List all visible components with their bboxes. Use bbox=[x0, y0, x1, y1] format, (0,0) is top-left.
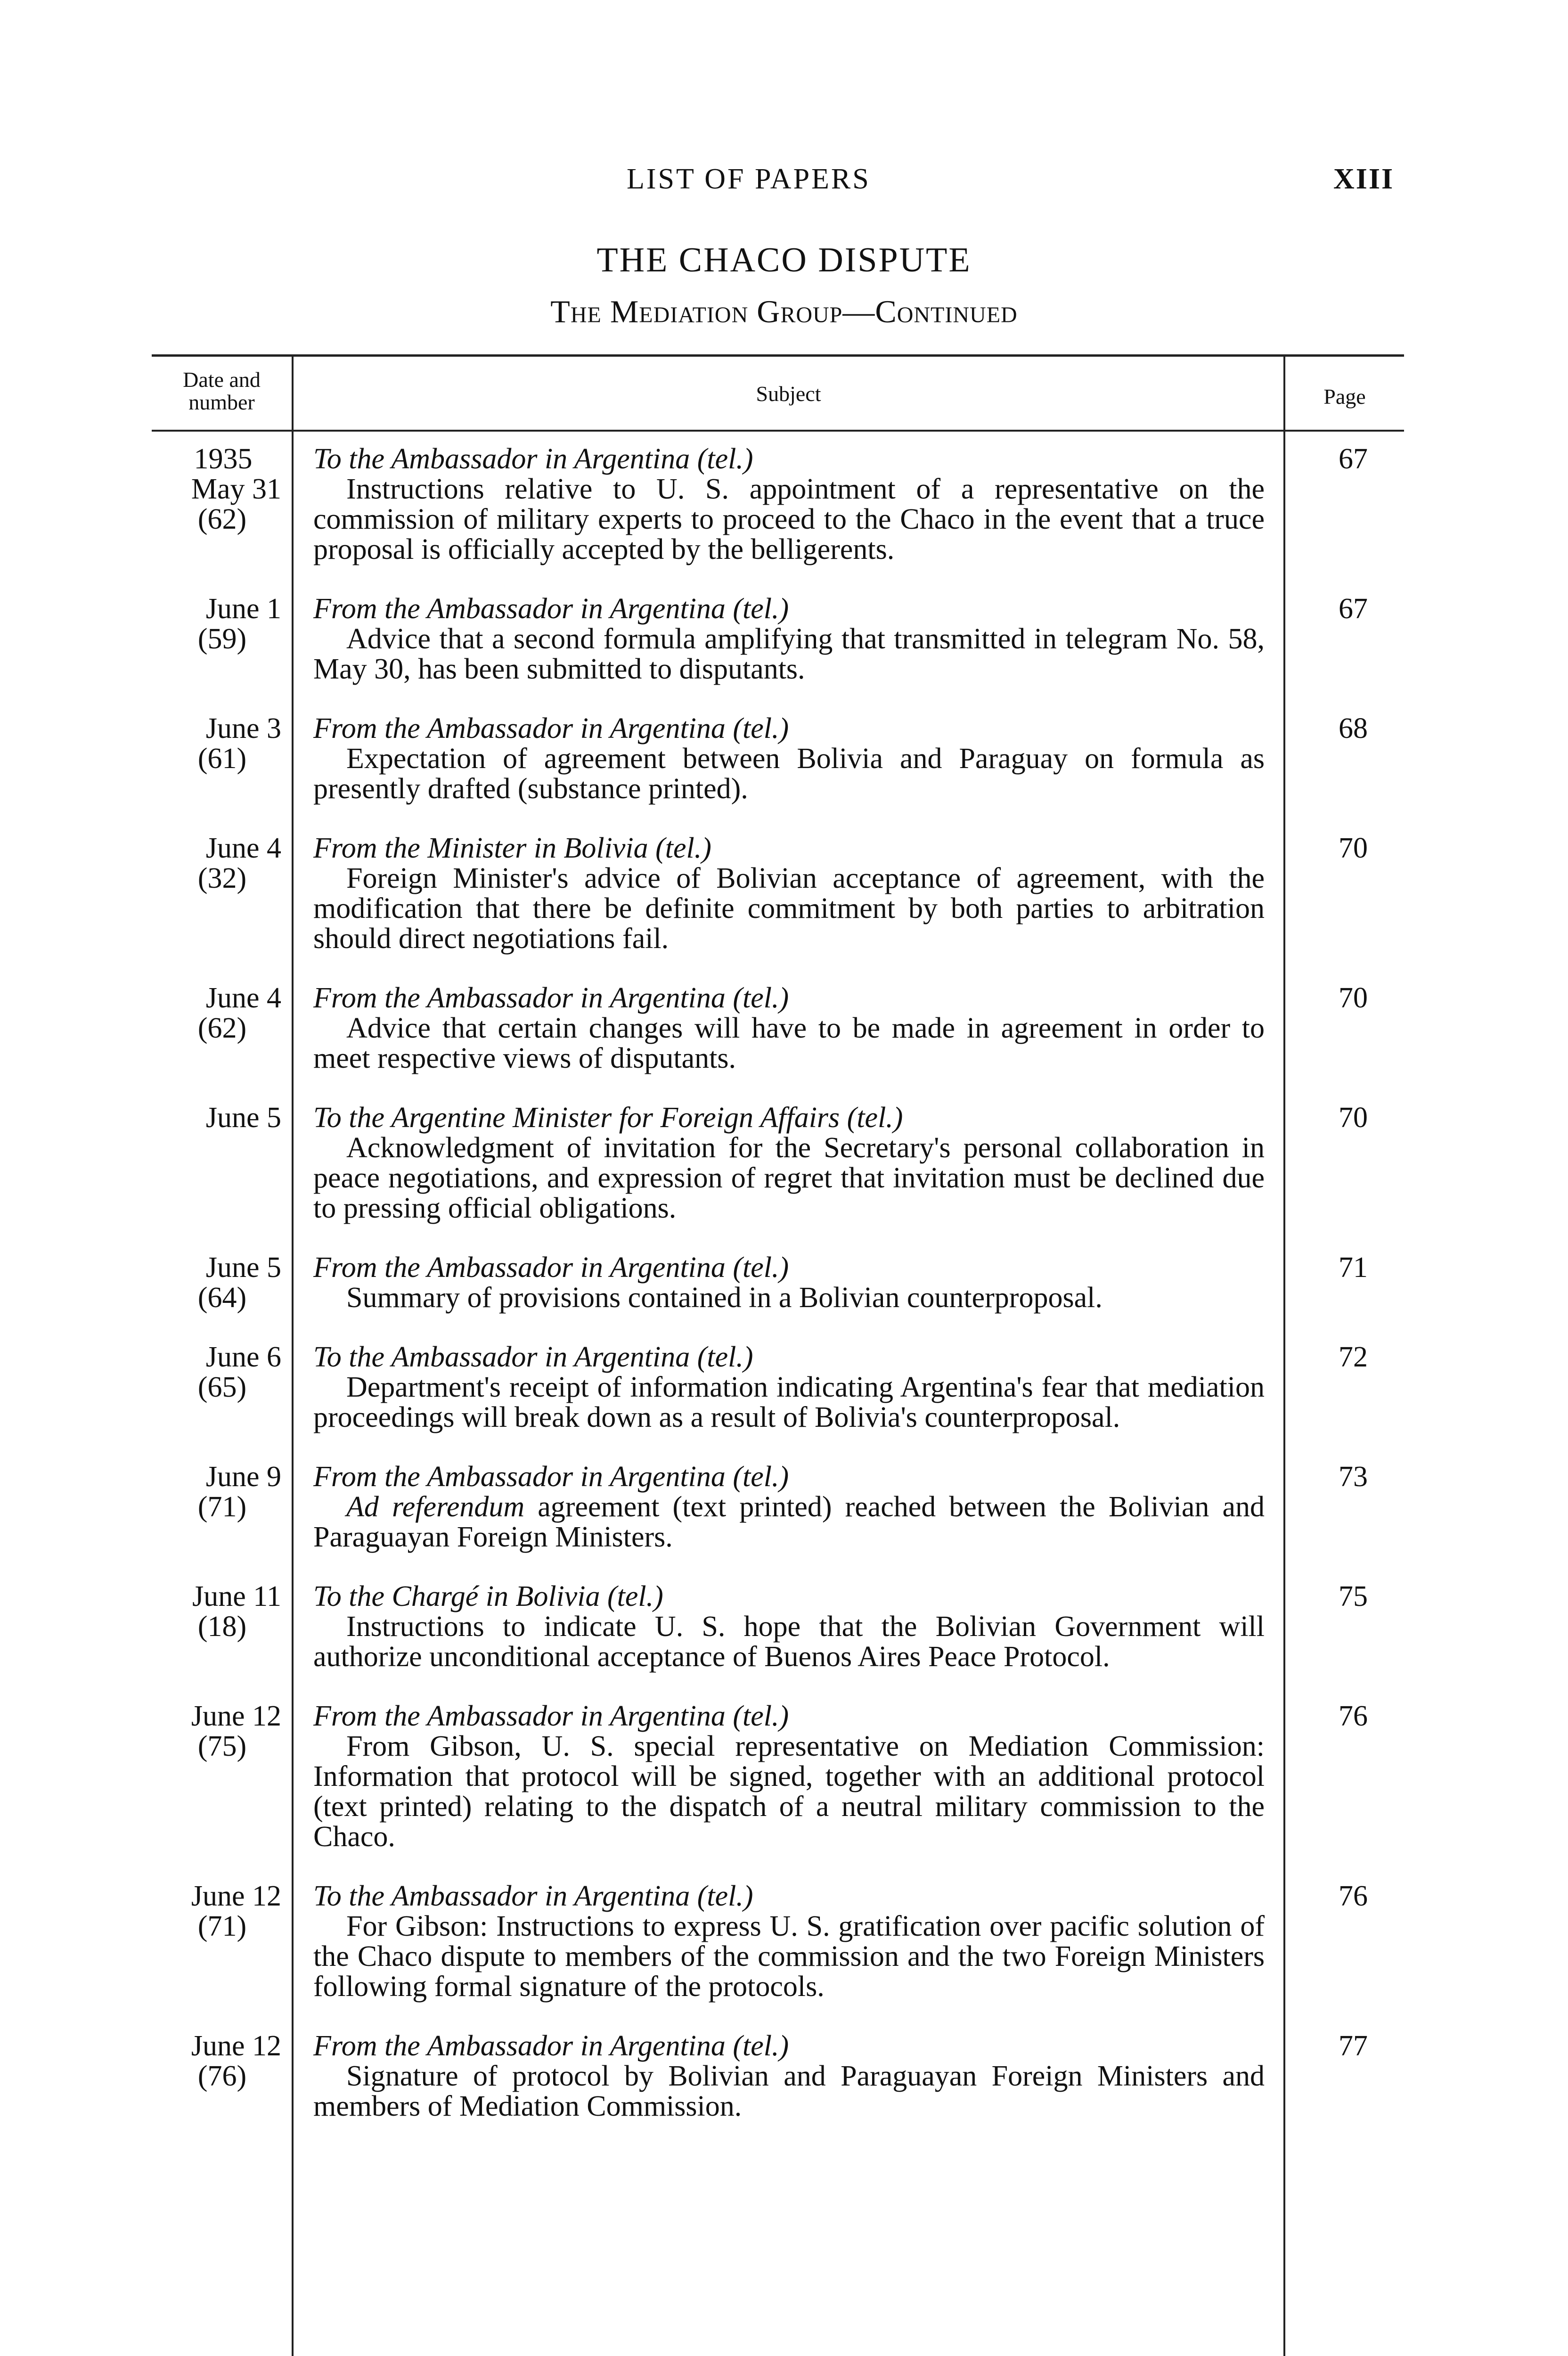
row-date: May 31 bbox=[191, 473, 281, 505]
row-page: 77 bbox=[1339, 2030, 1368, 2062]
table-row bbox=[152, 833, 1404, 954]
page-cell bbox=[1283, 983, 1404, 1073]
row-addressee: From the Ambassador in Argentina (tel.) bbox=[313, 1252, 789, 1284]
row-number: (32) bbox=[197, 862, 247, 894]
row-date: June 6 bbox=[205, 1341, 281, 1373]
row-number: (75) bbox=[197, 1730, 247, 1762]
table-row bbox=[152, 2031, 1404, 2121]
date-cell bbox=[152, 1581, 292, 1672]
table-row bbox=[152, 1252, 1404, 1313]
row-addressee: To the Argentine Minister for Foreign Affairs (tel.) bbox=[313, 1102, 903, 1134]
table-row bbox=[152, 983, 1404, 1073]
row-summary bbox=[313, 744, 1265, 804]
row-addressee: From the Ambassador in Argentina (tel.) bbox=[313, 712, 789, 744]
table-row bbox=[152, 1103, 1404, 1223]
page-cell bbox=[1283, 1701, 1404, 1852]
subject-cell bbox=[292, 1103, 1283, 1223]
date-cell bbox=[152, 713, 292, 804]
page-cell bbox=[1283, 713, 1404, 804]
running-header bbox=[0, 163, 1568, 205]
row-summary-text: From Gibson, U. S. special representative on Mediation Commission: Information that protocol will be signed, together with an additional protocol (text printed) relating to the dispatch of a neutral military commission to the Chaco. bbox=[313, 1730, 1265, 1853]
row-date: June 4 bbox=[205, 832, 281, 864]
row-summary bbox=[313, 1283, 1265, 1313]
row-page: 75 bbox=[1339, 1580, 1368, 1612]
row-addressee: From the Ambassador in Argentina (tel.) bbox=[313, 1461, 789, 1493]
row-date: June 12 bbox=[191, 1700, 281, 1732]
row-addressee: From the Ambassador in Argentina (tel.) bbox=[313, 1700, 789, 1732]
row-summary bbox=[313, 863, 1265, 954]
table-row bbox=[152, 713, 1404, 804]
row-summary bbox=[313, 624, 1265, 684]
subject-cell bbox=[292, 1701, 1283, 1852]
column-header-date: Date and number bbox=[183, 368, 261, 415]
subject-cell bbox=[292, 1342, 1283, 1432]
row-summary bbox=[313, 1731, 1265, 1852]
page-cell bbox=[1283, 1342, 1404, 1432]
date-cell bbox=[152, 1881, 292, 2002]
row-page: 70 bbox=[1339, 832, 1368, 864]
row-summary-text: For Gibson: Instructions to express U. S. gratification over pacific solution of the Chaco dispute to members of the commission and the two Foreign Ministers following formal signature of the protocols. bbox=[313, 1910, 1265, 2003]
subject-cell bbox=[292, 444, 1283, 564]
row-number: (59) bbox=[197, 623, 247, 655]
row-page: 76 bbox=[1339, 1880, 1368, 1912]
page-cell bbox=[1283, 1881, 1404, 2002]
row-number: (18) bbox=[197, 1611, 247, 1643]
page-cell bbox=[1283, 2031, 1404, 2121]
section-title: THE CHACO DISPUTE bbox=[596, 241, 972, 279]
date-cell bbox=[152, 1252, 292, 1313]
row-page: 70 bbox=[1339, 982, 1368, 1014]
page-cell bbox=[1283, 1462, 1404, 1552]
subject-cell bbox=[292, 1881, 1283, 2002]
row-date: June 4 bbox=[205, 982, 281, 1014]
row-number: (71) bbox=[197, 1491, 247, 1523]
row-addressee: From the Minister in Bolivia (tel.) bbox=[313, 832, 711, 864]
row-date: June 11 bbox=[192, 1580, 281, 1612]
row-summary bbox=[313, 1133, 1265, 1223]
row-number: (62) bbox=[197, 1012, 247, 1044]
row-summary bbox=[313, 1492, 1265, 1552]
row-summary-text: Instructions relative to U. S. appointment of a representative on the commission of military experts to proceed to the Chaco in the event that a truce proposal is officially accepted by the belligerents. bbox=[313, 473, 1265, 565]
page-cell bbox=[1283, 594, 1404, 684]
row-page: 76 bbox=[1339, 1700, 1368, 1732]
date-cell bbox=[152, 1342, 292, 1432]
column-header-subject: Subject bbox=[756, 382, 821, 406]
row-addressee: To the Ambassador in Argentina (tel.) bbox=[313, 443, 753, 475]
row-summary-text: Instructions to indicate U. S. hope that the Bolivian Government will authorize unconditional acceptance of Buenos Aires Peace Protocol. bbox=[313, 1611, 1265, 1673]
row-date: June 12 bbox=[191, 2030, 281, 2062]
row-date: June 5 bbox=[205, 1252, 281, 1284]
row-date: June 9 bbox=[205, 1461, 281, 1493]
subject-cell bbox=[292, 1252, 1283, 1313]
row-addressee: From the Ambassador in Argentina (tel.) bbox=[313, 982, 789, 1014]
page-folio: XIII bbox=[1333, 163, 1395, 195]
row-addressee: To the Chargé in Bolivia (tel.) bbox=[313, 1580, 663, 1612]
row-addressee: From the Ambassador in Argentina (tel.) bbox=[313, 2030, 789, 2062]
row-addressee: From the Ambassador in Argentina (tel.) bbox=[313, 593, 789, 625]
row-number: (76) bbox=[197, 2060, 247, 2092]
row-page: 72 bbox=[1339, 1341, 1368, 1373]
table-row bbox=[152, 1581, 1404, 1672]
row-summary bbox=[313, 2061, 1265, 2121]
running-title: LIST OF PAPERS bbox=[627, 163, 871, 195]
row-summary-lead: Ad referendum bbox=[346, 1491, 538, 1523]
date-cell bbox=[152, 1462, 292, 1552]
row-date: June 5 bbox=[205, 1102, 281, 1134]
row-summary-text: Advice that certain changes will have to be made in agreement in order to meet respective views of disputants. bbox=[313, 1012, 1265, 1074]
row-summary-text: Summary of provisions contained in a Bolivian counterproposal. bbox=[346, 1282, 1102, 1314]
table-row bbox=[152, 1462, 1404, 1552]
table-top-rule bbox=[152, 354, 1404, 357]
row-number: (65) bbox=[197, 1371, 247, 1403]
subject-cell bbox=[292, 1462, 1283, 1552]
table-body bbox=[152, 444, 1404, 2151]
subject-cell bbox=[292, 713, 1283, 804]
page-cell bbox=[1283, 444, 1404, 564]
row-summary bbox=[313, 1612, 1265, 1672]
row-summary-text: Foreign Minister's advice of Bolivian acceptance of agreement, with the modification that there be definite commitment by both parties to arbitration should direct negotiations fail. bbox=[313, 862, 1265, 955]
date-cell bbox=[152, 2031, 292, 2121]
row-year: 1935 bbox=[194, 443, 253, 475]
row-number: (62) bbox=[197, 503, 247, 535]
row-number: (64) bbox=[197, 1282, 247, 1314]
row-date: June 1 bbox=[205, 593, 281, 625]
table-header-rule bbox=[152, 430, 1404, 432]
page-cell bbox=[1283, 1103, 1404, 1223]
row-summary bbox=[313, 1372, 1265, 1432]
row-page: 67 bbox=[1339, 593, 1368, 625]
subject-cell bbox=[292, 983, 1283, 1073]
page-cell bbox=[1283, 1581, 1404, 1672]
date-cell bbox=[152, 444, 292, 564]
row-summary bbox=[313, 474, 1265, 564]
row-addressee: To the Ambassador in Argentina (tel.) bbox=[313, 1341, 753, 1373]
date-cell bbox=[152, 594, 292, 684]
page-cell bbox=[1283, 833, 1404, 954]
date-cell bbox=[152, 833, 292, 954]
date-cell bbox=[152, 983, 292, 1073]
date-cell bbox=[152, 1103, 292, 1223]
table-row bbox=[152, 594, 1404, 684]
table-row bbox=[152, 1342, 1404, 1432]
row-summary-text: Expectation of agreement between Bolivia and Paraguay on formula as presently drafted (substance printed). bbox=[313, 743, 1265, 805]
row-summary-text: Signature of protocol by Bolivian and Paraguayan Foreign Ministers and members of Mediation Commission. bbox=[313, 2060, 1265, 2122]
row-page: 70 bbox=[1339, 1102, 1368, 1134]
row-number: (71) bbox=[197, 1910, 247, 1942]
subsection-title: The Mediation Group—Continued bbox=[550, 294, 1018, 329]
row-page: 71 bbox=[1339, 1252, 1368, 1284]
row-summary bbox=[313, 1013, 1265, 1073]
row-date: June 12 bbox=[191, 1880, 281, 1912]
row-addressee: To the Ambassador in Argentina (tel.) bbox=[313, 1880, 753, 1912]
subject-cell bbox=[292, 594, 1283, 684]
row-summary bbox=[313, 1911, 1265, 2002]
date-cell bbox=[152, 1701, 292, 1852]
table-row bbox=[152, 444, 1404, 564]
subject-cell bbox=[292, 2031, 1283, 2121]
row-page: 73 bbox=[1339, 1461, 1368, 1493]
subject-cell bbox=[292, 833, 1283, 954]
row-page: 67 bbox=[1339, 443, 1368, 475]
subject-cell bbox=[292, 1581, 1283, 1672]
table-row bbox=[152, 1701, 1404, 1852]
row-summary-text: Advice that a second formula amplifying that transmitted in telegram No. 58, May 30, has been submitted to disputants. bbox=[313, 623, 1265, 685]
row-summary-text: Department's receipt of information indicating Argentina's fear that mediation proceedings will break down as a result of Bolivia's counterproposal. bbox=[313, 1371, 1265, 1433]
list-of-papers-table bbox=[152, 354, 1404, 2356]
row-summary-text: agreement (text printed) reached between the Bolivian and Paraguayan Foreign Ministers. bbox=[313, 1491, 1265, 1553]
row-summary-text: Acknowledgment of invitation for the Secretary's personal collaboration in peace negotiations, and expression of regret that invitation must be declined due to pressing official obligations. bbox=[313, 1132, 1265, 1224]
page-cell bbox=[1283, 1252, 1404, 1313]
row-number: (61) bbox=[197, 743, 247, 775]
row-page: 68 bbox=[1339, 712, 1368, 744]
table-row bbox=[152, 1881, 1404, 2002]
column-header-page: Page bbox=[1323, 384, 1366, 409]
row-date: June 3 bbox=[205, 712, 281, 744]
